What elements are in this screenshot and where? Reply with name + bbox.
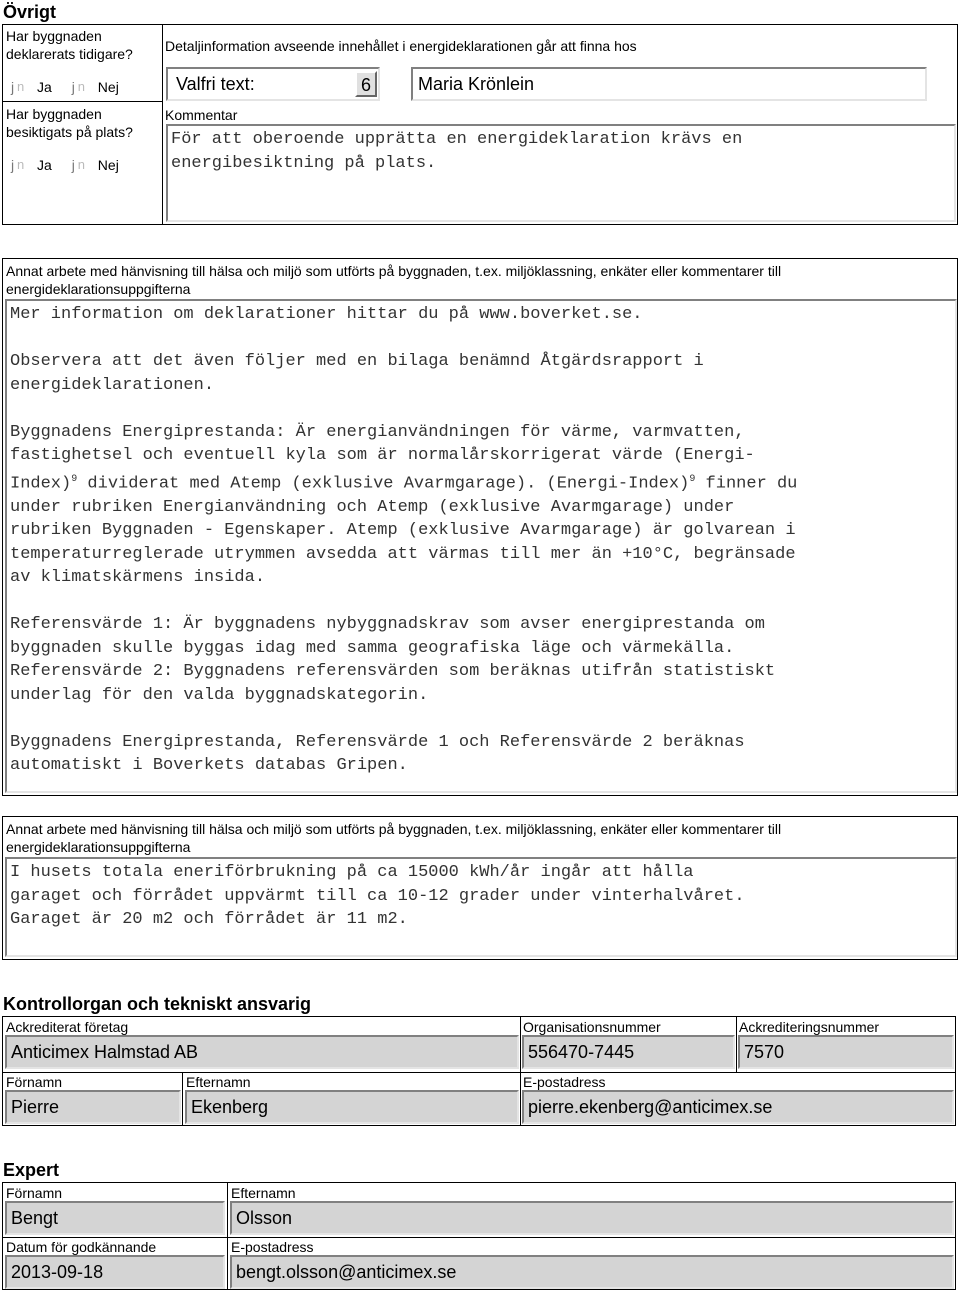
orgnr-label: Organisationsnummer [523, 1019, 661, 1035]
datum-label: Datum för godkännande [6, 1239, 157, 1255]
expert-heading: Expert [3, 1160, 60, 1180]
expert-efternamn-field[interactable]: Olsson [230, 1201, 954, 1235]
divider [3, 1072, 955, 1073]
kontroll-heading: Kontrollorgan och tekniskt ansvarig [3, 994, 312, 1014]
kommentar-text: För att oberoende upprätta en energideklaration krävs en energibesiktning på plats. [171, 130, 743, 173]
radio-nej-label: Nej [97, 79, 119, 95]
fornamn-label: Förnamn [6, 1074, 63, 1090]
divider [520, 1072, 521, 1125]
radio-ja-label: Ja [37, 79, 52, 95]
q-declared-before: Har byggnaden deklarerats tidigare? [6, 28, 133, 62]
radio-nej-declared[interactable]: j n [71, 79, 86, 95]
radio-ja-inspected[interactable]: j n [11, 157, 25, 173]
radio-ja-declared[interactable]: j n [11, 79, 25, 95]
radio-nej-inspected[interactable]: j n [71, 157, 86, 173]
divider [736, 1017, 737, 1072]
valfri-text-label: Valfri text: [176, 74, 255, 94]
expert-email-field[interactable]: bengt.olsson@anticimex.se [230, 1255, 954, 1289]
divider [520, 1017, 521, 1072]
datum-field[interactable]: 2013-09-18 [5, 1255, 225, 1289]
divider [227, 1237, 228, 1289]
annat-section-2 [2, 816, 958, 960]
kommentar-textarea[interactable] [166, 124, 956, 222]
column-divider [162, 25, 163, 224]
divider [182, 1072, 183, 1125]
contact-name: Maria Krönlein [418, 74, 535, 94]
expert-fornamn-label: Förnamn [6, 1185, 63, 1201]
valfri-text-field[interactable] [166, 67, 380, 101]
ovrigt-heading: Övrigt [3, 2, 57, 22]
orgnr-field[interactable]: 556470-7445 [522, 1035, 735, 1069]
efternamn-field[interactable]: Ekenberg [185, 1090, 519, 1124]
fornamn-field[interactable]: Pierre [5, 1090, 181, 1124]
radio-group-inspected [11, 157, 139, 173]
valfri-number-box[interactable]: 6 [355, 71, 377, 97]
expert-section [2, 1182, 956, 1290]
kommentar-label: Kommentar [165, 107, 238, 123]
annat-textarea-1[interactable] [5, 299, 957, 793]
efternamn-label: Efternamn [186, 1074, 251, 1090]
contact-field[interactable] [411, 67, 927, 101]
annat-label-2: Annat arbete med hänvisning till hälsa och miljö som utförts på byggnaden, t.ex. miljöklassning, enkäter eller kommentarer till energideklarationsuppgifterna [6, 821, 782, 855]
annat-section-1 [2, 258, 958, 796]
radio-group-declared [11, 79, 139, 95]
ackr-field[interactable]: 7570 [738, 1035, 954, 1069]
expert-email-label: E-postadress [231, 1239, 314, 1255]
expert-fornamn-field[interactable]: Bengt [5, 1201, 225, 1235]
divider [227, 1183, 228, 1238]
detail-info: Detaljinformation avseende innehållet i energideklarationen går att finna hos [165, 38, 637, 54]
ackr-label: Ackrediteringsnummer [739, 1019, 880, 1035]
ovrigt-section [2, 24, 958, 225]
company-label: Ackrediterat företag [6, 1019, 129, 1035]
annat-textarea-2[interactable] [5, 857, 957, 957]
expert-efternamn-label: Efternamn [231, 1185, 296, 1201]
kontroll-section [2, 1016, 956, 1126]
email-field[interactable]: pierre.ekenberg@anticimex.se [522, 1090, 954, 1124]
annat-text-1: Mer information om deklarationer hittar du på www.boverket.se. Observera att det även följer med en bilaga benämnd Åtgärdsrapport i energideklarationen. Byggnadens Energiprestanda: Är energianvändningen för värme, varmvatten, fastighetsel och eventuell kyla som är normalårskorrigerat värde (Energi- Index)$^9$ dividerat med Atemp (exklusive Avarmgarage). (Energi-Index)$^9$ finner du under rubriken Energianvändning och Atemp (exklusive Avarmgarage) under rubriken Byggnaden - Egenskaper. Atemp (exklusive Avarmgarage) är golvarean i temperaturreglerade utrymmen avsedda att värmas till mer än +10°C, begränsade av klimatskärmens insida. Referensvärde 1: Är byggnadens nybyggnadskrav som avser energiprestanda om byggnaden skulle byggas idag med samma geografiska läge och värmekälla. Referensvärde 2: Byggnadens referensvärden som beräknas utifrån statistiskt underlag för den valda byggnadskategorin. Byggnadens Energiprestanda, Referensvärde 1 och Referensvärde 2 beräknas automatiskt i Boverkets databas Gripen. [10, 305, 798, 776]
annat-text-2: I husets totala eneriförbrukning på ca 15000 kWh/år ingår att hålla garaget och förrådet uppvärmt till ca 10-12 grader under vinterhalvåret. Garaget är 20 m2 och förrådet är 11 m2. [10, 863, 745, 929]
divider [3, 101, 162, 102]
email-label: E-postadress [523, 1074, 606, 1090]
radio-nej-label: Nej [97, 157, 119, 173]
company-field[interactable]: Anticimex Halmstad AB [5, 1035, 519, 1069]
q-inspected: Har byggnaden besiktigats på plats? [6, 106, 133, 140]
annat-label-1: Annat arbete med hänvisning till hälsa och miljö som utförts på byggnaden, t.ex. miljöklassning, enkäter eller kommentarer till energideklarationsuppgifterna [6, 263, 782, 297]
radio-ja-label: Ja [37, 157, 52, 173]
